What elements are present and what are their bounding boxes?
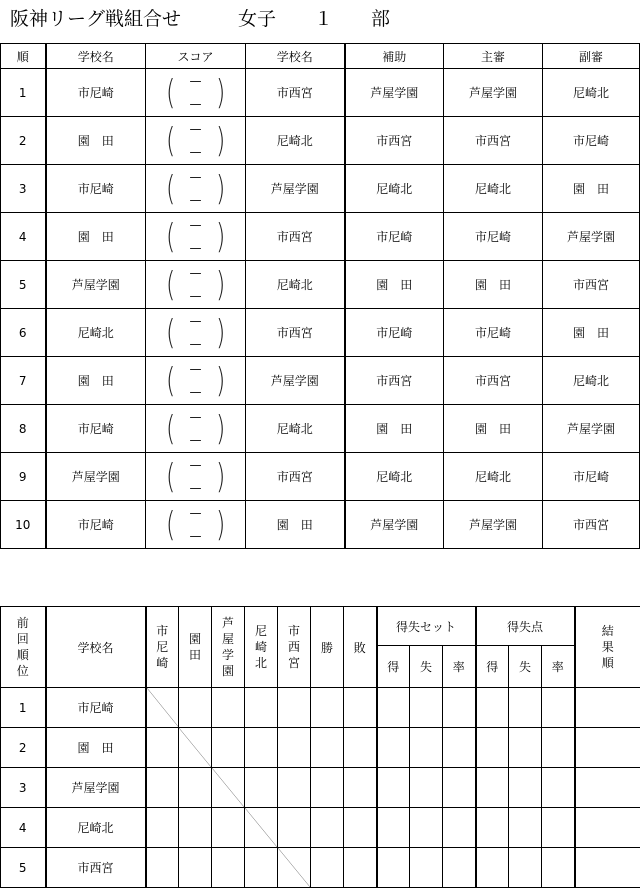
standings-header-row xyxy=(1,607,640,646)
win-count[interactable] xyxy=(311,808,344,848)
left-bracket: ( xyxy=(166,120,176,161)
score-dash-bottom: — xyxy=(189,432,202,447)
school-a: 市尼崎 xyxy=(46,501,146,549)
score-dashes xyxy=(189,313,202,351)
sub-referee: 尼崎北 xyxy=(543,357,640,405)
header-sub: 副審 xyxy=(543,44,640,69)
school-a: 市尼崎 xyxy=(46,69,146,117)
result-cell[interactable] xyxy=(245,848,278,888)
result-cell[interactable] xyxy=(245,768,278,808)
standings-row xyxy=(1,728,640,768)
header-set-gain: 得 xyxy=(377,646,410,688)
score-cell[interactable] xyxy=(146,165,246,213)
standings-row xyxy=(1,808,640,848)
point-rate[interactable] xyxy=(542,808,575,848)
point-rate[interactable] xyxy=(542,768,575,808)
match-number: 5 xyxy=(1,261,46,309)
score-dashes xyxy=(189,217,202,255)
sub-referee: 尼崎北 xyxy=(543,69,640,117)
match-row xyxy=(1,69,640,117)
set-lose[interactable] xyxy=(410,728,443,768)
header-standings-school: 学校名 xyxy=(46,607,146,688)
left-bracket: ( xyxy=(166,264,176,305)
final-rank[interactable] xyxy=(575,808,640,848)
result-cell[interactable] xyxy=(179,688,212,728)
score-box xyxy=(164,409,227,449)
score-cell[interactable] xyxy=(146,261,246,309)
match-row xyxy=(1,117,640,165)
loss-count[interactable] xyxy=(344,728,377,768)
left-bracket: ( xyxy=(166,360,176,401)
match-row xyxy=(1,357,640,405)
result-cell[interactable] xyxy=(212,688,245,728)
chief-referee: 市西宮 xyxy=(444,357,543,405)
result-cell[interactable] xyxy=(212,848,245,888)
left-bracket: ( xyxy=(166,456,176,497)
result-cell[interactable] xyxy=(278,688,311,728)
point-lose[interactable] xyxy=(509,728,542,768)
point-gain[interactable] xyxy=(476,728,509,768)
result-cell[interactable] xyxy=(179,808,212,848)
school-b: 芦屋学園 xyxy=(246,165,345,213)
school-b: 尼崎北 xyxy=(246,405,345,453)
diagonal-line xyxy=(278,848,310,887)
header-result xyxy=(575,607,640,688)
header-school-b: 学校名 xyxy=(246,44,345,69)
point-rate[interactable] xyxy=(542,728,575,768)
score-dash-bottom: — xyxy=(189,528,202,543)
match-row xyxy=(1,309,640,357)
match-row xyxy=(1,501,640,549)
chief-referee: 園 田 xyxy=(444,261,543,309)
score-dash-bottom: — xyxy=(189,288,202,303)
assist-referee: 尼崎北 xyxy=(345,453,444,501)
final-rank[interactable] xyxy=(575,728,640,768)
set-lose[interactable] xyxy=(410,848,443,888)
set-gain[interactable] xyxy=(377,728,410,768)
score-box xyxy=(164,313,227,353)
prev-rank: 1 xyxy=(1,688,46,728)
set-rate[interactable] xyxy=(443,728,476,768)
point-lose[interactable] xyxy=(509,848,542,888)
right-bracket: ) xyxy=(215,168,225,209)
left-bracket: ( xyxy=(166,168,176,209)
sub-referee: 園 田 xyxy=(543,309,640,357)
right-bracket: ) xyxy=(215,120,225,161)
loss-count[interactable] xyxy=(344,848,377,888)
header-chief: 主審 xyxy=(444,44,543,69)
sub-referee: 市尼崎 xyxy=(543,453,640,501)
self-match-cell xyxy=(245,808,278,848)
header-result-text: 結 果 順 xyxy=(601,624,614,670)
result-cell[interactable] xyxy=(245,688,278,728)
result-cell[interactable] xyxy=(146,808,179,848)
score-dashes xyxy=(189,265,202,303)
diagonal-line xyxy=(179,728,211,767)
left-bracket: ( xyxy=(166,312,176,353)
loss-count[interactable] xyxy=(344,808,377,848)
score-dash-bottom: — xyxy=(189,336,202,351)
prev-rank: 2 xyxy=(1,728,46,768)
standings-row xyxy=(1,768,640,808)
header-prev-rank-text: 前 回 順 位 xyxy=(16,616,29,678)
school-a: 園 田 xyxy=(46,357,146,405)
assist-referee: 尼崎北 xyxy=(345,165,444,213)
header-assist: 補助 xyxy=(345,44,444,69)
school-b: 尼崎北 xyxy=(246,117,345,165)
score-cell[interactable] xyxy=(146,309,246,357)
school-a: 尼崎北 xyxy=(46,309,146,357)
score-dash-top: — xyxy=(189,217,202,232)
point-lose[interactable] xyxy=(509,768,542,808)
diagonal-line xyxy=(212,768,244,807)
set-gain[interactable] xyxy=(377,848,410,888)
self-match-cell xyxy=(278,848,311,888)
match-header-row xyxy=(1,44,640,69)
assist-referee: 園 田 xyxy=(345,405,444,453)
chief-referee: 尼崎北 xyxy=(444,165,543,213)
score-dashes xyxy=(189,409,202,447)
header-order: 順 xyxy=(1,44,46,69)
final-rank[interactable] xyxy=(575,688,640,728)
standings-school: 芦屋学園 xyxy=(46,768,146,808)
set-gain[interactable] xyxy=(377,768,410,808)
match-schedule-table xyxy=(0,43,640,549)
right-bracket: ) xyxy=(215,72,225,113)
score-dash-top: — xyxy=(189,169,202,184)
header-point-rate: 率 xyxy=(542,646,575,688)
sub-referee: 市尼崎 xyxy=(543,117,640,165)
self-match-cell xyxy=(212,768,245,808)
header-set-rate: 率 xyxy=(443,646,476,688)
score-dash-bottom: — xyxy=(189,144,202,159)
header-point-group: 得失点 xyxy=(476,607,575,646)
school-a: 芦屋学園 xyxy=(46,453,146,501)
result-cell[interactable] xyxy=(212,728,245,768)
score-cell[interactable] xyxy=(146,69,246,117)
standings-school: 市西宮 xyxy=(46,848,146,888)
sub-referee: 市西宮 xyxy=(543,501,640,549)
sub-referee: 園 田 xyxy=(543,165,640,213)
header-point-lose: 失 xyxy=(509,646,542,688)
score-dash-top: — xyxy=(189,409,202,424)
sub-referee: 芦屋学園 xyxy=(543,405,640,453)
match-row xyxy=(1,165,640,213)
set-rate[interactable] xyxy=(443,808,476,848)
right-bracket: ) xyxy=(215,408,225,449)
result-cell[interactable] xyxy=(146,768,179,808)
score-box xyxy=(164,73,227,113)
match-number: 9 xyxy=(1,453,46,501)
standings-row xyxy=(1,688,640,728)
assist-referee: 園 田 xyxy=(345,261,444,309)
result-cell[interactable] xyxy=(278,808,311,848)
assist-referee: 市西宮 xyxy=(345,117,444,165)
header-opp-4 xyxy=(245,607,278,688)
match-row xyxy=(1,261,640,309)
sub-referee: 芦屋学園 xyxy=(543,213,640,261)
header-opp-2-text: 園 田 xyxy=(188,632,201,662)
header-opp-1-text: 市 尼 崎 xyxy=(156,624,169,670)
score-cell[interactable] xyxy=(146,357,246,405)
score-dashes xyxy=(189,361,202,399)
header-opp-5-text: 市 西 宮 xyxy=(287,624,300,670)
set-gain[interactable] xyxy=(377,808,410,848)
prev-rank: 5 xyxy=(1,848,46,888)
point-lose[interactable] xyxy=(509,688,542,728)
score-dash-top: — xyxy=(189,313,202,328)
header-score: スコア xyxy=(146,44,246,69)
assist-referee: 市尼崎 xyxy=(345,309,444,357)
score-dash-top: — xyxy=(189,457,202,472)
header-win: 勝 xyxy=(311,607,344,688)
score-dashes xyxy=(189,505,202,543)
score-box xyxy=(164,265,227,305)
self-match-cell xyxy=(179,728,212,768)
win-count[interactable] xyxy=(311,728,344,768)
result-cell[interactable] xyxy=(179,848,212,888)
match-row xyxy=(1,405,640,453)
standings-row xyxy=(1,848,640,888)
score-box xyxy=(164,505,227,545)
standings-school: 尼崎北 xyxy=(46,808,146,848)
chief-referee: 芦屋学園 xyxy=(444,69,543,117)
score-dash-top: — xyxy=(189,121,202,136)
school-a: 市尼崎 xyxy=(46,405,146,453)
result-cell[interactable] xyxy=(179,768,212,808)
point-rate[interactable] xyxy=(542,688,575,728)
chief-referee: 市西宮 xyxy=(444,117,543,165)
school-b: 市西宮 xyxy=(246,213,345,261)
score-dash-bottom: — xyxy=(189,480,202,495)
match-number: 8 xyxy=(1,405,46,453)
result-cell[interactable] xyxy=(278,768,311,808)
win-count[interactable] xyxy=(311,688,344,728)
header-opp-1 xyxy=(146,607,179,688)
set-lose[interactable] xyxy=(410,808,443,848)
set-rate[interactable] xyxy=(443,848,476,888)
match-number: 2 xyxy=(1,117,46,165)
header-opp-3 xyxy=(212,607,245,688)
prev-rank: 3 xyxy=(1,768,46,808)
diagonal-line xyxy=(245,808,277,847)
score-dash-top: — xyxy=(189,505,202,520)
right-bracket: ) xyxy=(215,312,225,353)
point-rate[interactable] xyxy=(542,848,575,888)
score-box xyxy=(164,361,227,401)
score-dash-bottom: — xyxy=(189,192,202,207)
header-opp-3-text: 芦 屋 学 園 xyxy=(221,616,234,678)
score-dash-bottom: — xyxy=(189,240,202,255)
score-dash-top: — xyxy=(189,265,202,280)
sub-referee: 市西宮 xyxy=(543,261,640,309)
header-set-group: 得失セット xyxy=(377,607,476,646)
header-point-gain: 得 xyxy=(476,646,509,688)
score-dashes xyxy=(189,457,202,495)
result-cell[interactable] xyxy=(212,808,245,848)
school-b: 園 田 xyxy=(246,501,345,549)
standings-table xyxy=(0,606,640,888)
loss-count[interactable] xyxy=(344,768,377,808)
right-bracket: ) xyxy=(215,264,225,305)
self-match-cell xyxy=(146,688,179,728)
school-b: 芦屋学園 xyxy=(246,357,345,405)
set-rate[interactable] xyxy=(443,768,476,808)
score-box xyxy=(164,217,227,257)
set-lose[interactable] xyxy=(410,768,443,808)
score-box xyxy=(164,121,227,161)
match-number: 1 xyxy=(1,69,46,117)
school-a: 芦屋学園 xyxy=(46,261,146,309)
right-bracket: ) xyxy=(215,360,225,401)
score-cell[interactable] xyxy=(146,501,246,549)
standings-school: 園 田 xyxy=(46,728,146,768)
win-count[interactable] xyxy=(311,848,344,888)
match-row xyxy=(1,213,640,261)
standings-school: 市尼崎 xyxy=(46,688,146,728)
result-cell[interactable] xyxy=(278,728,311,768)
school-a: 園 田 xyxy=(46,213,146,261)
assist-referee: 芦屋学園 xyxy=(345,501,444,549)
chief-referee: 市尼崎 xyxy=(444,309,543,357)
assist-referee: 市尼崎 xyxy=(345,213,444,261)
school-b: 市西宮 xyxy=(246,69,345,117)
match-row xyxy=(1,453,640,501)
match-number: 10 xyxy=(1,501,46,549)
score-dashes xyxy=(189,121,202,159)
right-bracket: ) xyxy=(215,456,225,497)
chief-referee: 芦屋学園 xyxy=(444,501,543,549)
header-school-a: 学校名 xyxy=(46,44,146,69)
left-bracket: ( xyxy=(166,504,176,545)
score-box xyxy=(164,457,227,497)
left-bracket: ( xyxy=(166,216,176,257)
loss-count[interactable] xyxy=(344,688,377,728)
set-rate[interactable] xyxy=(443,688,476,728)
match-number: 4 xyxy=(1,213,46,261)
school-b: 市西宮 xyxy=(246,453,345,501)
score-dash-top: — xyxy=(189,361,202,376)
page-title: 阪神リーグ戦組合せ 女子 １ 部 xyxy=(10,8,391,30)
school-a: 園 田 xyxy=(46,117,146,165)
chief-referee: 尼崎北 xyxy=(444,453,543,501)
score-dash-top: — xyxy=(189,73,202,88)
final-rank[interactable] xyxy=(575,848,640,888)
final-rank[interactable] xyxy=(575,768,640,808)
header-opp-5 xyxy=(278,607,311,688)
set-gain[interactable] xyxy=(377,688,410,728)
result-cell[interactable] xyxy=(146,728,179,768)
header-prev-rank xyxy=(1,607,46,688)
diagonal-line xyxy=(147,688,179,727)
header-loss: 敗 xyxy=(344,607,377,688)
right-bracket: ) xyxy=(215,216,225,257)
school-b: 市西宮 xyxy=(246,309,345,357)
point-gain[interactable] xyxy=(476,808,509,848)
assist-referee: 市西宮 xyxy=(345,357,444,405)
score-cell[interactable] xyxy=(146,405,246,453)
prev-rank: 4 xyxy=(1,808,46,848)
win-count[interactable] xyxy=(311,768,344,808)
result-cell[interactable] xyxy=(146,848,179,888)
score-cell[interactable] xyxy=(146,117,246,165)
set-lose[interactable] xyxy=(410,688,443,728)
result-cell[interactable] xyxy=(245,728,278,768)
match-number: 7 xyxy=(1,357,46,405)
score-cell[interactable] xyxy=(146,453,246,501)
header-opp-2 xyxy=(179,607,212,688)
point-lose[interactable] xyxy=(509,808,542,848)
point-gain[interactable] xyxy=(476,768,509,808)
header-set-lose: 失 xyxy=(410,646,443,688)
score-dash-bottom: — xyxy=(189,96,202,111)
score-dashes xyxy=(189,169,202,207)
match-number: 6 xyxy=(1,309,46,357)
score-dash-bottom: — xyxy=(189,384,202,399)
school-a: 市尼崎 xyxy=(46,165,146,213)
left-bracket: ( xyxy=(166,408,176,449)
chief-referee: 市尼崎 xyxy=(444,213,543,261)
assist-referee: 芦屋学園 xyxy=(345,69,444,117)
point-gain[interactable] xyxy=(476,688,509,728)
score-cell[interactable] xyxy=(146,213,246,261)
left-bracket: ( xyxy=(166,72,176,113)
point-gain[interactable] xyxy=(476,848,509,888)
score-box xyxy=(164,169,227,209)
chief-referee: 園 田 xyxy=(444,405,543,453)
score-dashes xyxy=(189,73,202,111)
right-bracket: ) xyxy=(215,504,225,545)
header-opp-4-text: 尼 崎 北 xyxy=(254,624,267,670)
match-number: 3 xyxy=(1,165,46,213)
school-b: 尼崎北 xyxy=(246,261,345,309)
